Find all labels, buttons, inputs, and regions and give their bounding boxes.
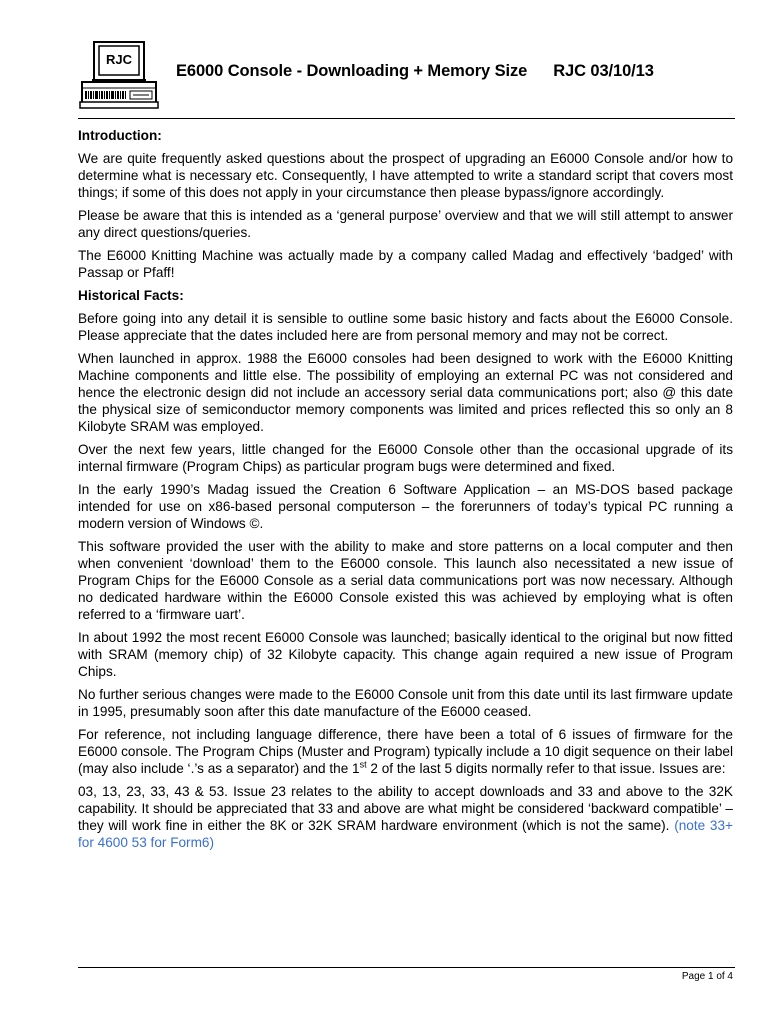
paragraph: The E6000 Knitting Machine was actually made by a company called Madag and effectively ‘badged’ with Passap or Pfaff!	[78, 248, 733, 280]
logo-text: RJC	[105, 52, 133, 67]
paragraph-firmware-issues	[78, 726, 733, 777]
page-number: Page 1 of 4	[681, 971, 733, 982]
section-heading-historical-facts: Historical Facts:	[78, 288, 184, 303]
text: 03, 13, 23, 33, 43 & 53. Issue 23 relates to the ability to accept downloads and 33 and above to the 32K capability. It should be appreciated that 33 and above are what might be considered ‘backward compatible’ – they will work fine in either the 8K or 32K SRAM hardware environment (which is not the same).	[78, 784, 733, 833]
title-text: E6000 Console - Downloading + Memory Size	[176, 62, 528, 80]
page-header	[78, 40, 735, 118]
paragraph: Before going into any detail it is sensible to outline some basic history and facts about the E6000 Console. Please appreciate that the dates included here are from personal memory and may not be correct.	[78, 311, 733, 343]
paragraph: In the early 1990’s Madag issued the Creation 6 Software Application – an MS-DOS based package intended for use on x86-based personal computerson – the forerunners of today’s typical PC running a modern version of Windows ©.	[78, 482, 733, 531]
document-title	[176, 62, 654, 81]
paragraph-issue-list	[78, 783, 733, 851]
text: For reference, not including language difference, there have been a total of 6 issues of firmware for the E6000 console. The Program Chips (Muster and Program) typically include a 10 digit sequence on their label (may also include ‘.’s as a separator) and the 1	[78, 727, 733, 776]
compatibility-note: (note 33+ for 4600 53 for Form6)	[78, 818, 733, 850]
paragraph: Over the next few years, little changed for the E6000 Console other than the occasional upgrade of its internal firmware (Program Chips) as particular program bugs were determined and fixed.	[78, 442, 733, 474]
rjc-computer-logo-icon	[78, 40, 160, 112]
paragraph: We are quite frequently asked questions about the prospect of upgrading an E6000 Console and/or how to determine what is necessary etc. Consequently, I have attempted to write a standard script that covers most things; if some of this does not apply in your circumstance then please bypass/ignore accordingly.	[78, 151, 733, 200]
paragraph: When launched in approx. 1988 the E6000 consoles had been designed to work with the E6000 Knitting Machine components and little else. The possibility of employing an external PC was not considered and hence the electronic design did not include an accessory serial data communications port; also @ this date the physical size of semiconductor memory components was limited and prices reflected this so only an 8 Kilobyte SRAM was employed.	[78, 351, 733, 434]
header-divider	[78, 118, 735, 119]
footer-divider	[78, 967, 735, 968]
text: 2 of the last 5 digits normally refer to that issue. Issues are:	[366, 761, 726, 776]
document-reference: RJC 03/10/13	[553, 62, 654, 80]
paragraph: In about 1992 the most recent E6000 Console was launched; basically identical to the original but now fitted with SRAM (memory chip) of 32 Kilobyte capacity. This change again required a new issue of Program Chips.	[78, 630, 733, 679]
paragraph: Please be aware that this is intended as a ‘general purpose’ overview and that we will still attempt to answer any direct questions/queries.	[78, 208, 733, 240]
paragraph: No further serious changes were made to the E6000 Console unit from this date until its last firmware update in 1995, presumably soon after this date manufacture of the E6000 ceased.	[78, 687, 733, 719]
paragraph: This software provided the user with the ability to make and store patterns on a local computer and then when convenient ‘download’ them to the E6000 console. This launch also necessitated a new issue of Program Chips for the E6000 Console as a serial data communications port was now necessary. Although no dedicated hardware within the E6000 Console existed this was achieved by employing what is often referred to a ‘firmware uart’.	[78, 539, 733, 622]
ordinal-superscript: st	[359, 759, 367, 770]
document-body	[78, 127, 733, 851]
section-heading-introduction: Introduction:	[78, 128, 162, 143]
